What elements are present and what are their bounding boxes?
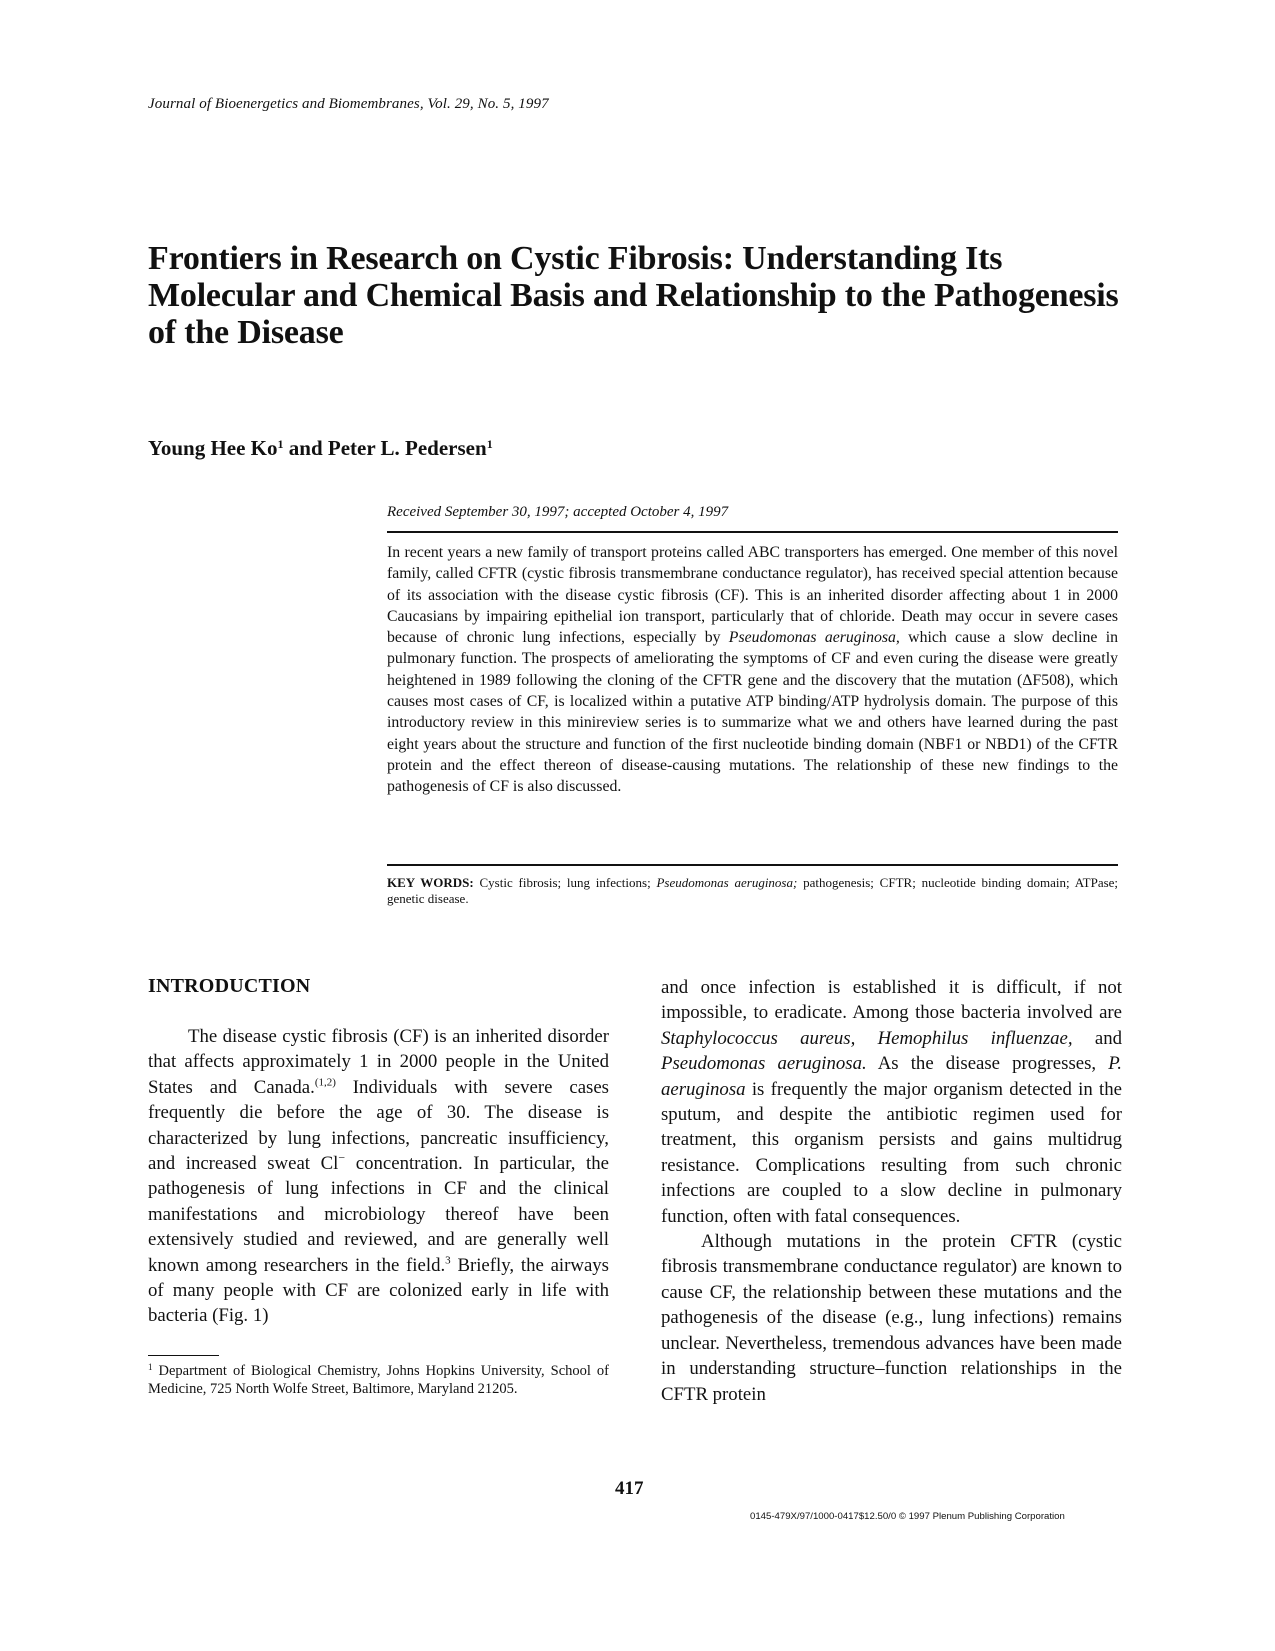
right-text-c: As the disease progresses,	[877, 1053, 1097, 1075]
right-text-d: is frequently the major organism detected in the sputum, and despite the antibiotic regimen used for treatment, this organism persists and gains multidrug resistance. Complications resulting from such chronic infections are coupled to a slow decline in pulmonary function, often with fatal consequences.	[661, 1078, 1122, 1227]
abstract	[387, 542, 1118, 798]
abstract-top-rule	[387, 531, 1118, 533]
right-text-b: and	[1094, 1027, 1122, 1049]
abstract-text-2: which cause a slow decline in pulmonary function. The prospects of ameliorating the symptoms of CF and even curing the disease were greatly heightened in 1989 following the cloning of the CFTR gene and the discovery that the mutation (ΔF508), which causes most cases of CF, is localized within a putative ATP binding/ATP hydrolysis domain. The purpose of this introductory review in this minireview series is to summarize what we and others have learned during the past eight years about the structure and function of the first nucleotide binding domain (NBF1 or NBD1) of the CFTR protein and the effect thereon of disease-causing mutations. The relationship of these new findings to the pathogenesis of CF is also discussed.	[387, 629, 1119, 796]
received-dates: Received September 30, 1997; accepted October 4, 1997	[387, 504, 729, 520]
copyright-line: 0145-479X/97/1000-0417$12.50/0 © 1997 Plenum Publishing Corporation	[750, 1511, 1065, 1522]
bacteria-names: Staphylococcus aureus, Hemophilus influenzae,	[661, 1027, 1073, 1049]
journal-citation: Journal of Bioenergetics and Biomembranes, Vol. 29, No. 5, 1997	[148, 96, 549, 112]
intro-paragraph	[148, 1024, 609, 1329]
right-column	[661, 975, 1122, 1407]
intro-text-c: concentration. In particular, the pathogenesis of lung infections in CF and the clinical manifestations and microbiology thereof have been extensively studied and reviewed, and are generally well known among researchers in the field.	[148, 1153, 609, 1276]
citation-ref-3: 3	[445, 1254, 451, 1267]
intro-text-b: Individuals with severe cases frequently die before the age of 30. The disease is characterized by lung infections, pancreatic insufficiency, and increased sweat Cl	[148, 1076, 609, 1175]
citation-ref-1-2: (1,2)	[314, 1076, 336, 1089]
keywords-part-1: Cystic fibrosis; lung infections;	[479, 875, 651, 890]
keywords	[387, 875, 1118, 907]
article-title: Frontiers in Research on Cystic Fibrosis: Understanding Its Molecular and Chemical Basis and Relationship to the Pathogenesis of the Disease	[148, 240, 1119, 351]
keywords-label: KEY WORDS:	[387, 875, 474, 890]
footnote-text: Department of Biological Chemistry, Johns Hopkins University, School of Medicine, 725 North Wolfe Street, Baltimore, Maryland 21205.	[148, 1363, 610, 1397]
superscript-minus: −	[338, 1150, 346, 1165]
author-separator: and	[288, 436, 323, 460]
author-line	[148, 436, 493, 461]
author-name-1: Young Hee Ko	[148, 436, 278, 460]
right-paragraph-2: Although mutations in the protein CFTR (cystic fibrosis transmembrane conductance regulator) are known to cause CF, the relationship between these mutations and the pathogenesis of the disease (e.g., lung infections) remains unclear. Nevertheless, tremendous advances have been made in understanding structure–function relationships in the CFTR protein	[661, 1231, 1122, 1405]
right-text-a: and once infection is established it is difficult, if not impossible, to eradicate. Among those bacteria involved are	[661, 977, 1122, 1024]
keywords-organism: Pseudomonas aeruginosa;	[656, 875, 798, 890]
abstract-text-1: In recent years a new family of transport proteins called ABC transporters has emerged. One member of this novel family, called CFTR (cystic fibrosis transmembrane conductance regulator), has received special attention because of its association with the disease cystic fibrosis (CF). This is an inherited disorder affecting about 1 in 2000 Caucasians by impairing epithelial ion transport, particularly that of chloride. Death may occur in severe cases because of chronic lung infections, especially by	[387, 544, 1118, 647]
footnote-mark: 1	[148, 1362, 153, 1372]
abstract-organism: Pseudomonas aeruginosa,	[728, 629, 900, 647]
right-paragraph-1	[661, 975, 1122, 1229]
author-name-2: Peter L. Pedersen	[327, 436, 487, 460]
page-number: 417	[615, 1478, 644, 1499]
left-column	[148, 975, 609, 1329]
footnote	[148, 1362, 609, 1398]
section-heading-introduction: INTRODUCTION	[148, 975, 311, 997]
intro-text-d: Briefly, the airways of many people with CF are colonized early in life with bacteria (Fig. 1)	[148, 1254, 609, 1327]
keywords-part-2: pathogenesis; CFTR; nucleotide binding domain; ATPase; genetic disease.	[387, 875, 1119, 906]
bacteria-name-pseudomonas: Pseudomonas aeruginosa.	[661, 1053, 867, 1075]
intro-text-a: The disease cystic fibrosis (CF) is an inherited disorder that affects approximately 1 in 2000 people in the United States and Canada.	[148, 1026, 609, 1098]
affiliation-mark-2: 1	[486, 437, 493, 451]
abstract-bottom-rule	[387, 864, 1118, 866]
footnote-rule	[148, 1355, 219, 1356]
bacteria-name-short: P. aeruginosa	[661, 1053, 1122, 1100]
affiliation-mark-1: 1	[277, 437, 284, 451]
